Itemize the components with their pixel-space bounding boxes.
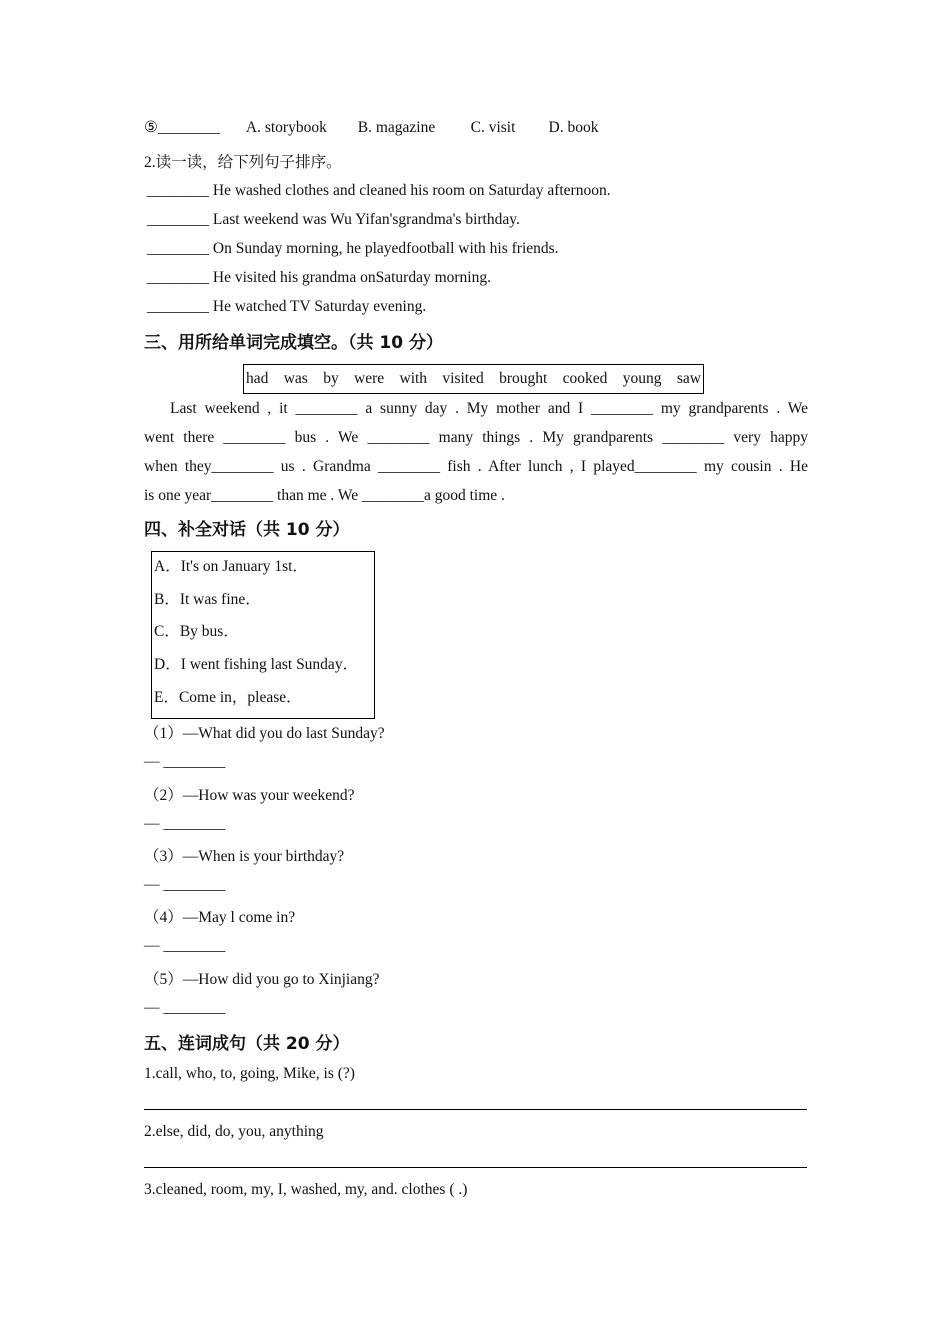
dialog-question: （4）—May l come in? [144,909,296,926]
word: with [399,370,428,387]
dialog-answer-blank: — ________ [144,876,226,893]
dialog-answer-blank: — ________ [144,753,226,770]
order-item: ________ On Sunday morning, he playedfootball with his friends. [147,240,559,257]
dialog-option: D．I went fishing last Sunday． [154,656,359,674]
dialog-option: C．By bus． [154,623,239,641]
dialog-answer-blank: — ________ [144,815,226,832]
scramble-item: 1.call, who, to, going, Mike, is (?) [144,1065,355,1082]
option-b: B. magazine [357,119,436,136]
dialog-answer-blank: — ________ [144,937,226,954]
order-item: ________ He washed clothes and cleaned his room on Saturday afternoon. [147,182,611,199]
answer-line [144,1109,807,1110]
q5-blank: ⑤________ [144,119,220,136]
order-item: ________ He visited his grandma onSaturday morning. [147,269,491,286]
dialog-question: （3）—When is your birthday? [144,848,345,865]
option-d: D. book [548,119,599,136]
cloze-line: is one year________ than me . We ________a good time . [144,487,505,504]
word: was [283,370,308,387]
section-5-title: 五、连词成句（共 20 分） [144,1034,350,1054]
dialog-option: E．Come in，please． [154,688,302,706]
dialog-answer-blank: — ________ [144,999,226,1016]
dialog-question: （1）—What did you do last Sunday? [144,725,385,742]
scramble-item: 3.cleaned, room, my, I, washed, my, and. clothes ( .) [144,1181,468,1198]
word: had [246,370,269,387]
dialog-option: A．It's on January 1st． [154,558,308,575]
dialog-question: （5）—How did you go to Xinjiang? [144,971,380,988]
cloze-line: Last weekend , it ________ a sunny day . My mother and I ________ my grandparents . We [170,400,808,417]
option-c: C. visit [470,119,516,136]
word: visited [442,370,484,387]
word: brought [499,370,548,387]
word: young [622,370,662,387]
order-item: ________ Last weekend was Wu Yifan'sgrandma's birthday. [147,211,520,228]
scramble-item: 2.else, did, do, you, anything [144,1123,324,1140]
order-item: ________ He watched TV Saturday evening. [147,298,427,315]
section-3-title: 三、用所给单词完成填空。（共 10 分） [144,333,443,353]
word-bank [243,364,704,394]
word: by [323,370,339,387]
word: were [354,370,385,387]
section-4-title: 四、补全对话（共 10 分） [144,520,350,540]
answer-line [144,1167,807,1168]
word: cooked [562,370,608,387]
dialog-option: B．It was fine． [154,590,261,608]
dialog-options-box [151,551,375,719]
order-title: 2.读一读，给下列句子排序。 [144,154,342,171]
cloze-paragraph [144,394,808,510]
dialog-question: （2）—How was your weekend? [144,787,355,804]
cloze-line: when they________ us . Grandma ________ fish . After lunch , I played________ my cousin . He [144,458,808,475]
q5-options [144,118,598,137]
cloze-line: went there ________ bus . We ________ many things . My grandparents ________ very happy [144,429,808,446]
word: saw [676,370,701,387]
option-a: A. storybook [245,119,327,136]
